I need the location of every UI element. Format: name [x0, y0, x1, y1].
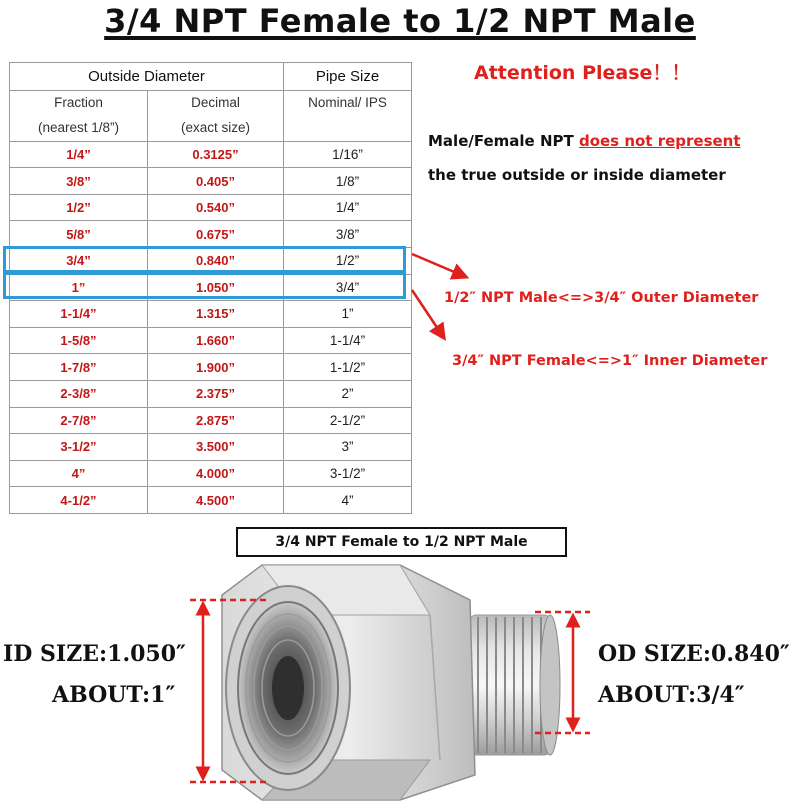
male-mapping-label: 1/2″ NPT Male<=>3/4″ Outer Diameter: [444, 290, 759, 306]
cell-decimal: 2.375”: [148, 380, 284, 407]
cell-pipe-size: 3”: [284, 434, 412, 461]
cell-pipe-size: 1/4”: [284, 194, 412, 221]
header-fraction: Fraction: [10, 90, 148, 115]
cell-decimal: 1.315”: [148, 301, 284, 328]
header-nominal: Nominal/ IPS: [284, 90, 412, 115]
cell-pipe-size: 1/8”: [284, 168, 412, 195]
cell-decimal: 4.500”: [148, 487, 284, 514]
cell-fraction: 2-3/8”: [10, 380, 148, 407]
cell-pipe-size: 1/16”: [284, 141, 412, 168]
cell-decimal: 0.3125”: [148, 141, 284, 168]
cell-fraction: 1”: [10, 274, 148, 301]
cell-pipe-size: 2”: [284, 380, 412, 407]
note-line-1-emphasis: does not represent: [578, 132, 741, 150]
header-pipe-size: Pipe Size: [284, 63, 412, 91]
cell-pipe-size: 1/2”: [284, 248, 412, 275]
cell-decimal: 0.405”: [148, 168, 284, 195]
header-decimal: Decimal: [148, 90, 284, 115]
cell-decimal: 0.540”: [148, 194, 284, 221]
header-outside-diameter: Outside Diameter: [10, 63, 284, 91]
cell-pipe-size: 1-1/4”: [284, 327, 412, 354]
cell-fraction: 1/4”: [10, 141, 148, 168]
id-size-label: ID SIZE:1.050″: [3, 641, 186, 667]
cell-decimal: 1.660”: [148, 327, 284, 354]
note-line-2: the true outside or inside diameter: [428, 166, 726, 184]
header-decimal-note: (exact size): [148, 115, 284, 141]
cell-fraction: 3-1/2”: [10, 434, 148, 461]
cell-decimal: 3.500”: [148, 434, 284, 461]
od-about-label: ABOUT:3/4″: [598, 682, 745, 708]
cell-decimal: 1.050”: [148, 274, 284, 301]
note-line-1-prefix: Male/Female NPT: [428, 132, 579, 150]
cell-pipe-size: 3-1/2”: [284, 460, 412, 487]
cell-pipe-size: 4”: [284, 487, 412, 514]
female-mapping-arrow: [412, 290, 444, 338]
cell-decimal: 2.875”: [148, 407, 284, 434]
attention-heading: Attention Please！！: [474, 62, 691, 84]
page-title: 3/4 NPT Female to 1/2 NPT Male: [104, 2, 696, 40]
cell-decimal: 0.675”: [148, 221, 284, 248]
cell-pipe-size: 1”: [284, 301, 412, 328]
cell-fraction: 1-1/4”: [10, 301, 148, 328]
cell-decimal: 4.000”: [148, 460, 284, 487]
cell-pipe-size: 1-1/2”: [284, 354, 412, 381]
male-mapping-arrow: [412, 254, 466, 277]
cell-pipe-size: 2-1/2”: [284, 407, 412, 434]
cell-pipe-size: 3/4”: [284, 274, 412, 301]
photo-caption: 3/4 NPT Female to 1/2 NPT Male: [236, 527, 567, 557]
cell-decimal: 1.900”: [148, 354, 284, 381]
cell-fraction: 1-5/8”: [10, 327, 148, 354]
cell-fraction: 5/8”: [10, 221, 148, 248]
id-about-label: ABOUT:1″: [52, 682, 176, 708]
od-size-label: OD SIZE:0.840″: [598, 641, 790, 667]
female-bore-icon: [226, 586, 350, 790]
cell-fraction: 4”: [10, 460, 148, 487]
cell-fraction: 3/8”: [10, 168, 148, 195]
header-fraction-note: (nearest 1/8”): [10, 115, 148, 141]
cell-decimal: 0.840”: [148, 248, 284, 275]
female-mapping-label: 3/4″ NPT Female<=>1″ Inner Diameter: [452, 353, 768, 369]
cell-fraction: 4-1/2”: [10, 487, 148, 514]
cell-pipe-size: 3/8”: [284, 221, 412, 248]
cell-fraction: 3/4”: [10, 248, 148, 275]
cell-fraction: 2-7/8”: [10, 407, 148, 434]
cell-fraction: 1/2”: [10, 194, 148, 221]
cell-fraction: 1-7/8”: [10, 354, 148, 381]
